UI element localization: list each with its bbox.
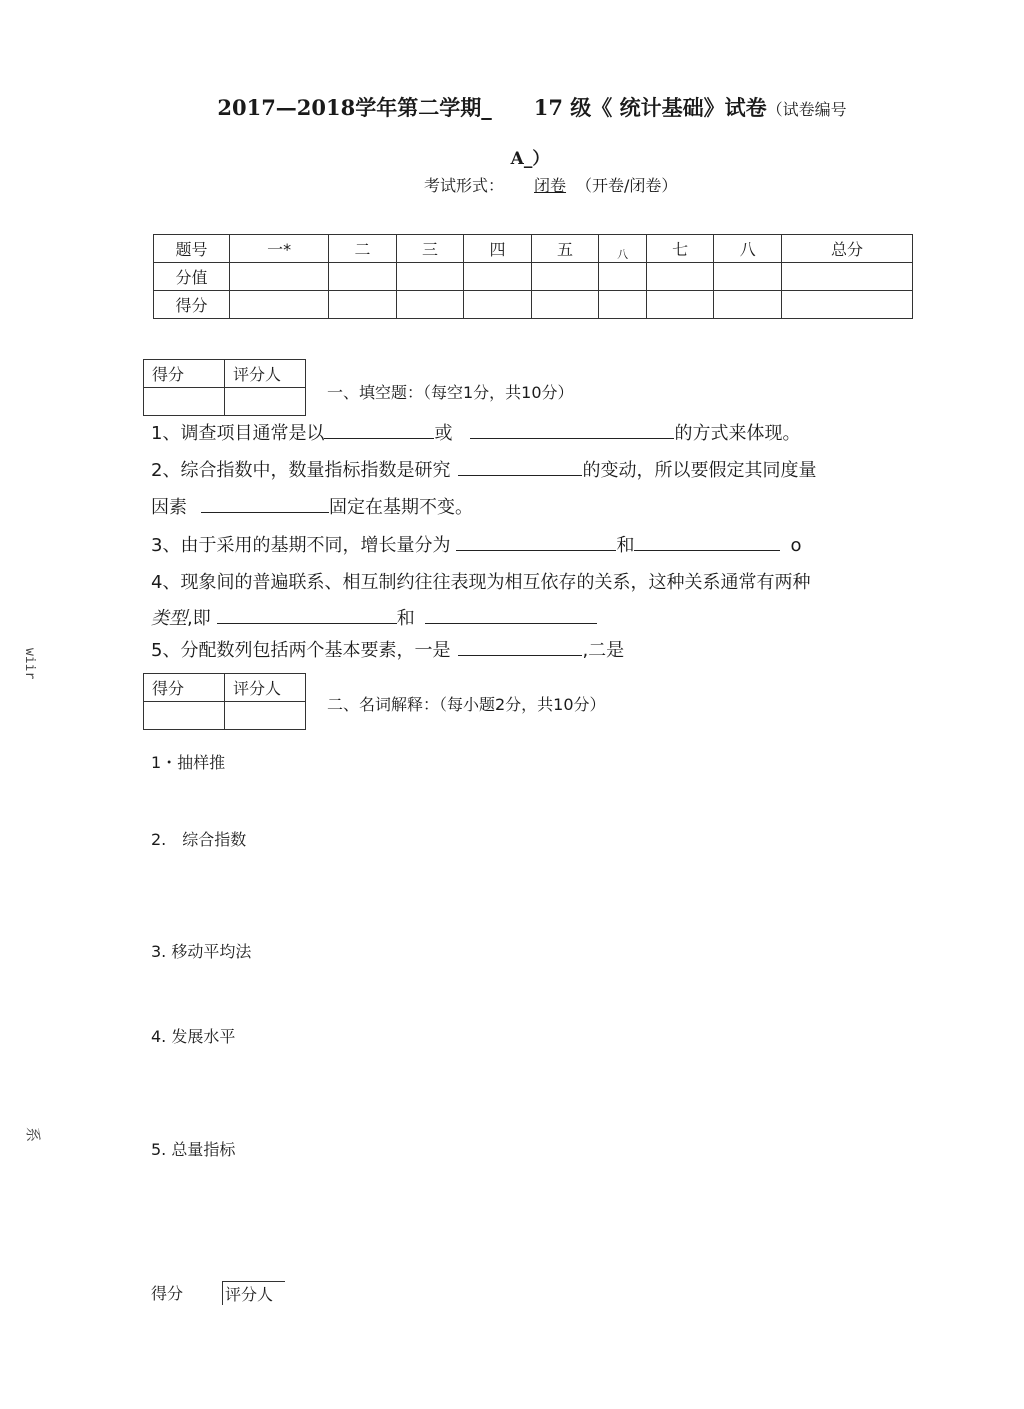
question-text: o bbox=[790, 535, 802, 556]
answer-blank[interactable] bbox=[458, 637, 582, 656]
exam-title-main: 2017—2018学年第二学期_ 17 级《 统计基础》试卷 bbox=[217, 95, 767, 120]
score-header-cell: 五 bbox=[531, 235, 599, 263]
exam-form bbox=[424, 173, 677, 196]
score-table-row bbox=[154, 263, 913, 291]
question-text: 固定在基期不变。 bbox=[329, 497, 473, 518]
section2-title: 二、名词解释：（每小题2分，共10分） bbox=[327, 695, 606, 714]
exam-form-options: （开卷/闭卷） bbox=[576, 176, 678, 195]
grader-score-cell[interactable] bbox=[144, 388, 225, 416]
question-text: 2、综合指数中，数量指标指数是研究 bbox=[151, 460, 451, 481]
answer-blank[interactable] bbox=[470, 420, 674, 439]
grader-score-cell[interactable] bbox=[144, 702, 225, 730]
exam-title bbox=[0, 92, 1024, 122]
score-summary-table bbox=[153, 234, 913, 319]
score-cell[interactable] bbox=[396, 291, 464, 319]
section1-grader-box bbox=[143, 359, 306, 416]
score-header-cell: 四 bbox=[464, 235, 532, 263]
score-cell[interactable] bbox=[464, 263, 532, 291]
score-cell[interactable] bbox=[464, 291, 532, 319]
grader-score-label: 得分 bbox=[144, 360, 225, 388]
score-cell[interactable] bbox=[599, 291, 647, 319]
score-header-cell: 总分 bbox=[781, 235, 912, 263]
question-2 bbox=[151, 456, 816, 482]
score-header-cell: 三 bbox=[396, 235, 464, 263]
score-header-cell: 二 bbox=[329, 235, 397, 263]
term-item: 4. 发展水平 bbox=[151, 1027, 236, 1046]
footer-score-label: 得分 bbox=[151, 1284, 184, 1303]
grader-name-label: 评分人 bbox=[225, 360, 306, 388]
grader-name-cell[interactable] bbox=[225, 702, 306, 730]
score-cell[interactable] bbox=[714, 263, 782, 291]
term-item: 1・抽样推 bbox=[151, 753, 226, 772]
score-table-header-row bbox=[154, 235, 913, 263]
question-5 bbox=[151, 636, 624, 662]
grader-name-label: 评分人 bbox=[225, 674, 306, 702]
question-text: 和 bbox=[396, 608, 415, 629]
answer-blank[interactable] bbox=[324, 420, 434, 439]
score-header-cell: 八 bbox=[714, 235, 782, 263]
score-cell[interactable] bbox=[599, 263, 647, 291]
score-cell[interactable] bbox=[396, 263, 464, 291]
question-text: ,即 bbox=[187, 608, 211, 629]
question-text: 的方式来体现。 bbox=[674, 423, 801, 444]
section2-grader-box bbox=[143, 673, 306, 730]
question-text: 和 bbox=[616, 535, 635, 556]
question-text: 类型 bbox=[151, 608, 187, 629]
score-row-label: 得分 bbox=[154, 291, 230, 319]
score-cell[interactable] bbox=[531, 263, 599, 291]
score-cell[interactable] bbox=[714, 291, 782, 319]
margin-binding-char: 系 bbox=[24, 1126, 43, 1143]
answer-blank[interactable] bbox=[201, 494, 329, 513]
answer-blank[interactable] bbox=[425, 605, 597, 624]
score-row-label: 分值 bbox=[154, 263, 230, 291]
question-2-continued bbox=[151, 493, 473, 519]
exam-form-value: 闭卷 bbox=[534, 176, 567, 195]
score-cell[interactable] bbox=[781, 263, 912, 291]
score-header-cell: 八 bbox=[599, 235, 647, 263]
footer-grader-label: 评分人 bbox=[222, 1281, 285, 1305]
question-text: 或 bbox=[434, 423, 453, 444]
question-text: 的变动，所以要假定其同度量 bbox=[582, 460, 817, 481]
score-cell[interactable] bbox=[329, 263, 397, 291]
score-cell[interactable] bbox=[531, 291, 599, 319]
score-cell[interactable] bbox=[646, 263, 714, 291]
margin-binding-text: wiir bbox=[22, 648, 37, 680]
score-header-cell: 七 bbox=[646, 235, 714, 263]
answer-blank[interactable] bbox=[217, 605, 397, 624]
score-table-row bbox=[154, 291, 913, 319]
grader-score-label: 得分 bbox=[144, 674, 225, 702]
question-3 bbox=[151, 531, 801, 557]
answer-blank[interactable] bbox=[458, 457, 582, 476]
answer-blank[interactable] bbox=[634, 532, 780, 551]
question-4 bbox=[151, 568, 810, 594]
score-cell[interactable] bbox=[230, 291, 329, 319]
term-item: 2. 综合指数 bbox=[151, 830, 247, 849]
question-text: 4、现象间的普遍联系、相互制约往往表现为相互依存的关系，这种关系通常有两种 bbox=[151, 572, 811, 593]
question-4-continued bbox=[151, 604, 597, 630]
exam-form-label: 考试形式： bbox=[424, 176, 505, 195]
score-cell[interactable] bbox=[230, 263, 329, 291]
score-header-cell: 一* bbox=[230, 235, 329, 263]
exam-title-line2: A_） bbox=[510, 149, 550, 169]
question-text: 3、由于采用的基期不同，增长量分为 bbox=[151, 535, 451, 556]
question-text: 5、分配数列包括两个基本要素，一是 bbox=[151, 640, 451, 661]
term-item: 5. 总量指标 bbox=[151, 1140, 236, 1159]
term-item: 3. 移动平均法 bbox=[151, 942, 252, 961]
score-cell[interactable] bbox=[646, 291, 714, 319]
grader-name-cell[interactable] bbox=[225, 388, 306, 416]
question-1 bbox=[151, 419, 800, 445]
question-text: 1、调查项目通常是以 bbox=[151, 423, 325, 444]
score-cell[interactable] bbox=[781, 291, 912, 319]
score-cell[interactable] bbox=[329, 291, 397, 319]
answer-blank[interactable] bbox=[456, 532, 616, 551]
exam-title-paper-number: （试卷编号 bbox=[766, 100, 847, 119]
section1-title: 一、填空题：（每空1分，共10分） bbox=[327, 383, 574, 402]
question-text: 因素 bbox=[151, 497, 187, 518]
question-text: ,二是 bbox=[582, 640, 625, 661]
score-header-cell: 题号 bbox=[154, 235, 230, 263]
